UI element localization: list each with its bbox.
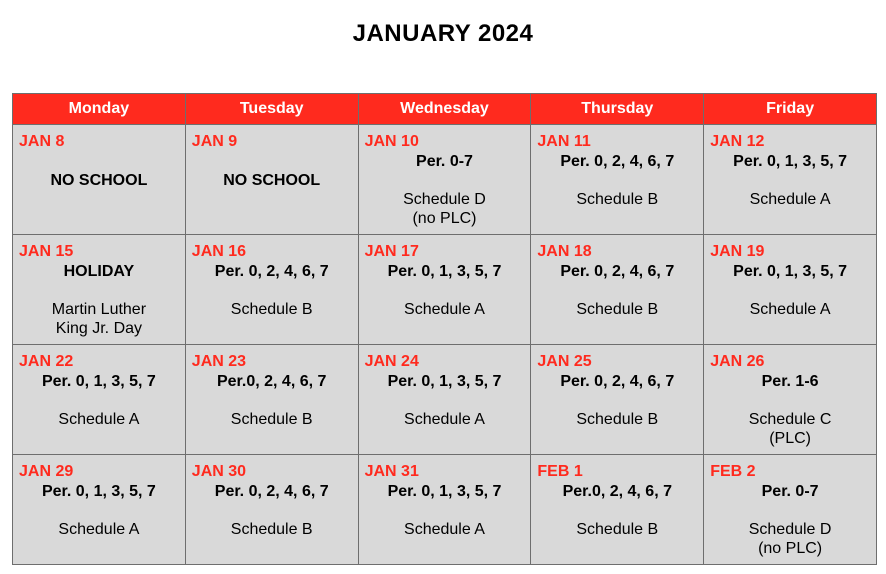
header-monday: Monday [13,94,186,125]
day-schedule: Schedule B [230,411,313,428]
week-row [13,235,877,345]
day-periods: Per.0, 2, 4, 6, 7 [216,373,327,390]
day-date: JAN 23 [191,353,247,370]
day-date: JAN 10 [364,133,419,150]
week-row [13,455,877,565]
day-periods: Per. 0, 1, 3, 5, 7 [387,373,502,390]
day-periods: Per. 0, 2, 4, 6, 7 [560,373,675,390]
header-thursday: Thursday [531,94,704,125]
header-wednesday: Wednesday [358,94,531,125]
day-date: JAN 30 [191,463,247,480]
day-schedule: Schedule A [404,521,485,538]
day-schedule: Schedule A [404,301,485,318]
day-cell [358,235,531,345]
day-schedule: Schedule A [58,521,140,538]
day-periods: Per. 0, 2, 4, 6, 7 [560,153,675,170]
day-cell [13,345,186,455]
day-periods: Per. 0-7 [761,483,819,500]
day-cell [185,235,358,345]
day-note: (no PLC) [758,540,823,557]
day-date: JAN 8 [19,133,65,150]
day-schedule: Schedule A [749,301,831,318]
day-schedule: Schedule B [576,301,659,318]
day-schedule: Schedule B [576,191,659,208]
day-date: JAN 22 [19,353,74,370]
calendar-table [12,93,877,565]
day-periods: Per. 0, 2, 4, 6, 7 [214,263,329,280]
day-periods: Per. 1-6 [761,373,819,390]
day-cell [531,235,704,345]
day-cell [704,125,877,235]
day-cell [13,455,186,565]
day-date: JAN 11 [537,133,591,150]
day-schedule: Martin Luther [51,301,147,318]
day-date: JAN 24 [364,353,419,370]
day-date: JAN 29 [19,463,74,480]
day-date: JAN 9 [191,133,238,150]
header-friday: Friday [704,94,877,125]
page-title: JANUARY 2024 [352,20,534,47]
day-cell [185,345,358,455]
day-schedule: Schedule A [58,411,140,428]
day-periods: Per.0, 2, 4, 6, 7 [562,483,672,500]
day-cell [185,455,358,565]
day-date: JAN 17 [364,243,419,260]
day-date: FEB 2 [710,463,756,480]
day-schedule: Schedule D [748,521,832,538]
day-date: JAN 25 [537,353,592,370]
day-note: King Jr. Day [55,320,143,337]
day-schedule: Schedule D [403,191,486,208]
day-date: JAN 16 [191,243,247,260]
day-schedule: Schedule B [576,411,659,428]
day-periods: Per. 0, 1, 3, 5, 7 [387,263,502,280]
day-periods: Per. 0, 1, 3, 5, 7 [733,263,848,280]
day-schedule: Schedule B [230,301,313,318]
day-periods: Per. 0, 1, 3, 5, 7 [733,153,848,170]
day-cell [704,235,877,345]
day-date: JAN 19 [710,243,765,260]
day-cell [13,235,186,345]
day-cell [531,125,704,235]
day-cell [358,125,531,235]
day-schedule: Schedule B [230,521,313,538]
day-schedule: Schedule A [404,411,485,428]
header-tuesday: Tuesday [185,94,358,125]
day-cell [704,345,877,455]
day-note: (no PLC) [412,210,477,227]
day-periods: HOLIDAY [63,263,135,280]
day-status: NO SCHOOL [50,172,148,189]
day-schedule: Schedule B [576,521,659,538]
day-date: JAN 31 [364,463,419,480]
day-date: JAN 18 [537,243,592,260]
day-date: JAN 12 [710,133,765,150]
day-date: JAN 26 [710,353,765,370]
day-schedule: Schedule A [749,191,831,208]
day-note: (PLC) [769,430,811,447]
day-date: JAN 15 [19,243,74,260]
day-periods: Per. 0, 2, 4, 6, 7 [214,483,329,500]
day-periods: Per. 0, 2, 4, 6, 7 [560,263,675,280]
week-row [13,125,877,235]
day-cell [531,345,704,455]
day-cell [13,125,186,235]
header-row [13,94,877,125]
day-cell [531,455,704,565]
day-schedule: Schedule C [748,411,832,428]
day-cell [185,125,358,235]
day-periods: Per. 0, 1, 3, 5, 7 [387,483,502,500]
day-periods: Per. 0-7 [416,153,473,170]
week-row [13,345,877,455]
day-periods: Per. 0, 1, 3, 5, 7 [41,483,156,500]
day-cell [358,345,531,455]
day-cell [358,455,531,565]
day-cell [704,455,877,565]
day-date: FEB 1 [537,463,583,480]
day-status: NO SCHOOL [223,172,321,189]
day-periods: Per. 0, 1, 3, 5, 7 [41,373,156,390]
